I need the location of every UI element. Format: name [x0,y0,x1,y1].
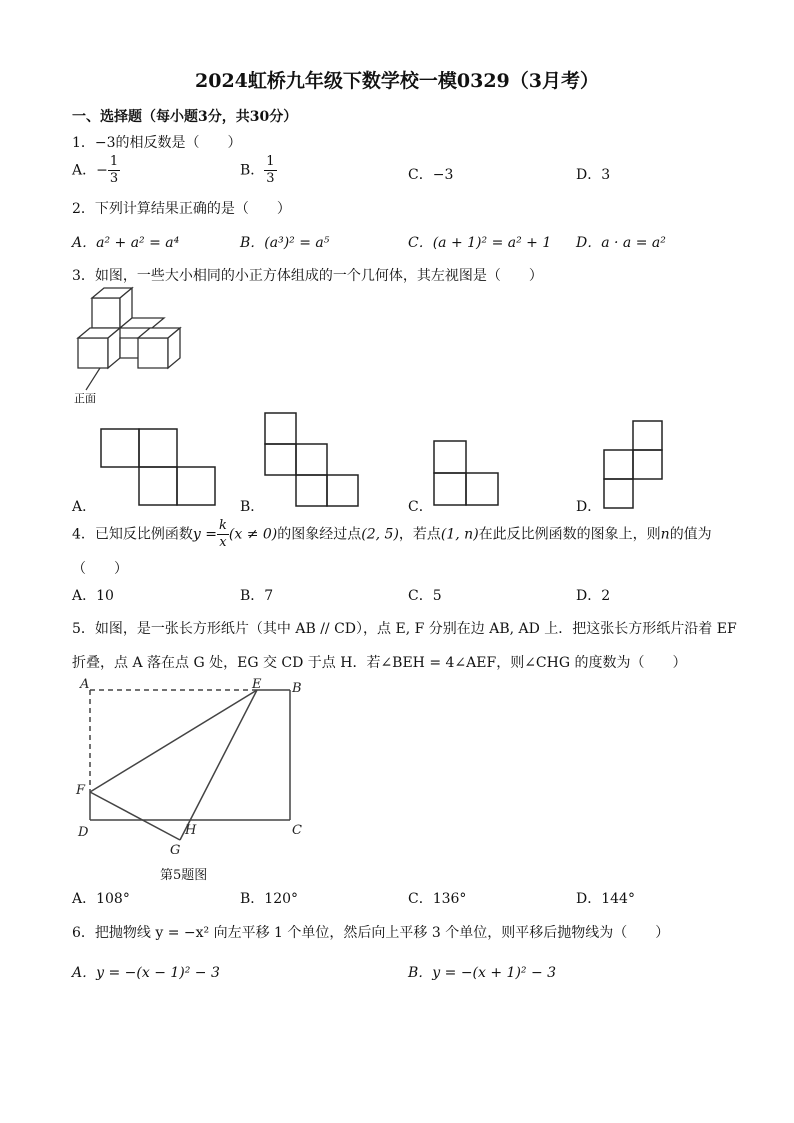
q4-option-d[interactable]: D．2 [576,588,611,604]
q5-option-d[interactable]: D．144° [576,891,635,907]
q1-stem: 1．−3的相反数是（ ） [72,135,242,151]
q4-stem-end: 在此反比例函数的图象上，则 [478,526,661,543]
q3-option-d-figure[interactable] [603,420,667,510]
q1-option-c[interactable]: C．−3 [408,167,454,183]
section-heading: 一、选择题（每小题3分，共30分） [72,109,298,125]
q5-figure [72,674,312,854]
q1-option-d[interactable]: D．3 [576,167,611,183]
q3-option-c[interactable]: C． [408,499,433,515]
q5-point-d: D [78,825,89,840]
q3-solid-figure [72,286,214,406]
q4-stem [72,518,712,551]
q4-stem-pre: 4．已知反比例函数 [72,526,193,543]
q2-option-a[interactable]: A．a² + a² = a⁴ [72,235,180,251]
q4-func-cond: (x ≠ 0) [228,526,278,543]
q5-point-c: C [292,823,302,838]
q5-point-f: F [76,783,86,798]
q4-func-den: x [219,535,227,550]
q5-point-h: H [185,823,197,838]
q3-option-d[interactable]: D． [576,499,602,515]
q1-option-a-den: 3 [109,171,119,186]
q5-line1: 5．如图，是一张长方形纸片（其中 AB // CD），点 E, F 分别在边 AB, AD 上．把这张长方形纸片沿着 EF [72,621,737,637]
q3-option-a[interactable]: A． [72,499,97,515]
q3-option-a-figure[interactable] [100,428,220,506]
q6-option-b[interactable]: B．y = −(x + 1)² − 3 [408,965,557,981]
q3-option-b-figure[interactable] [264,412,364,508]
q5-point-e: E [252,677,262,692]
q4-stem-mid: 的图象经过点 [277,526,362,543]
q6-stem: 6．把抛物线 y = −x² 向左平移 1 个单位，然后向上平移 3 个单位，则平移后抛物线为（ ） [72,925,670,941]
q2-option-c[interactable]: C．(a + 1)² = a² + 1 [408,235,552,251]
q1-option-a-num: 1 [109,154,119,169]
q5-option-a[interactable]: A．108° [72,891,130,907]
q1-option-b[interactable] [240,154,277,187]
q4-func-num: k [219,518,227,533]
q6-option-a[interactable]: A．y = −(x − 1)² − 3 [72,965,220,981]
q4-point2: (1, n) [440,526,479,543]
q4-option-b[interactable]: B．7 [240,588,274,604]
q4-stem-tail: 的值为 [669,526,712,543]
q1-option-a[interactable] [72,154,120,187]
q3-stem: 3．如图，一些大小相同的小正方体组成的一个几何体，其左视图是（ ） [72,268,543,284]
q5-option-b[interactable]: B．120° [240,891,299,907]
q1-option-b-label: B． [240,162,265,179]
q5-point-a: A [80,677,90,692]
q5-line2: 折叠，点 A 落在点 G 处，EG 交 CD 于点 H．若∠BEH = 4∠AEF，则∠CHG 的度数为（ ） [72,655,687,671]
q3-option-c-figure[interactable] [433,440,503,508]
q1-option-a-label: A． [72,162,97,179]
q4-func-lhs: y = [192,526,218,543]
q5-option-c[interactable]: C．136° [408,891,467,907]
q4-point1: (2, 5) [361,526,399,543]
q4-paren: （ ） [72,561,128,577]
q2-stem: 2．下列计算结果正确的是（ ） [72,201,291,217]
q5-fig-caption: 第5题图 [160,868,208,883]
q5-point-b: B [292,681,302,696]
q4-stem-mid2: ，若点 [398,526,441,543]
q3-option-b[interactable]: B． [240,499,265,515]
q4-option-c[interactable]: C．5 [408,588,442,604]
page-title: 2024虹桥九年级下数学校一模0329（3月考） [195,70,599,92]
q1-option-b-den: 3 [266,171,275,186]
q1-option-b-num: 1 [266,154,275,169]
q1-option-a-sign: − [96,162,108,179]
q3-front-label: 正面 [74,392,96,405]
q5-point-g: G [170,843,181,854]
q2-option-b[interactable]: B．(a³)² = a⁵ [240,235,330,251]
q2-option-d[interactable]: D．a · a = a² [576,235,666,251]
q4-var-n: n [660,526,670,543]
q4-option-a[interactable]: A．10 [72,588,114,604]
